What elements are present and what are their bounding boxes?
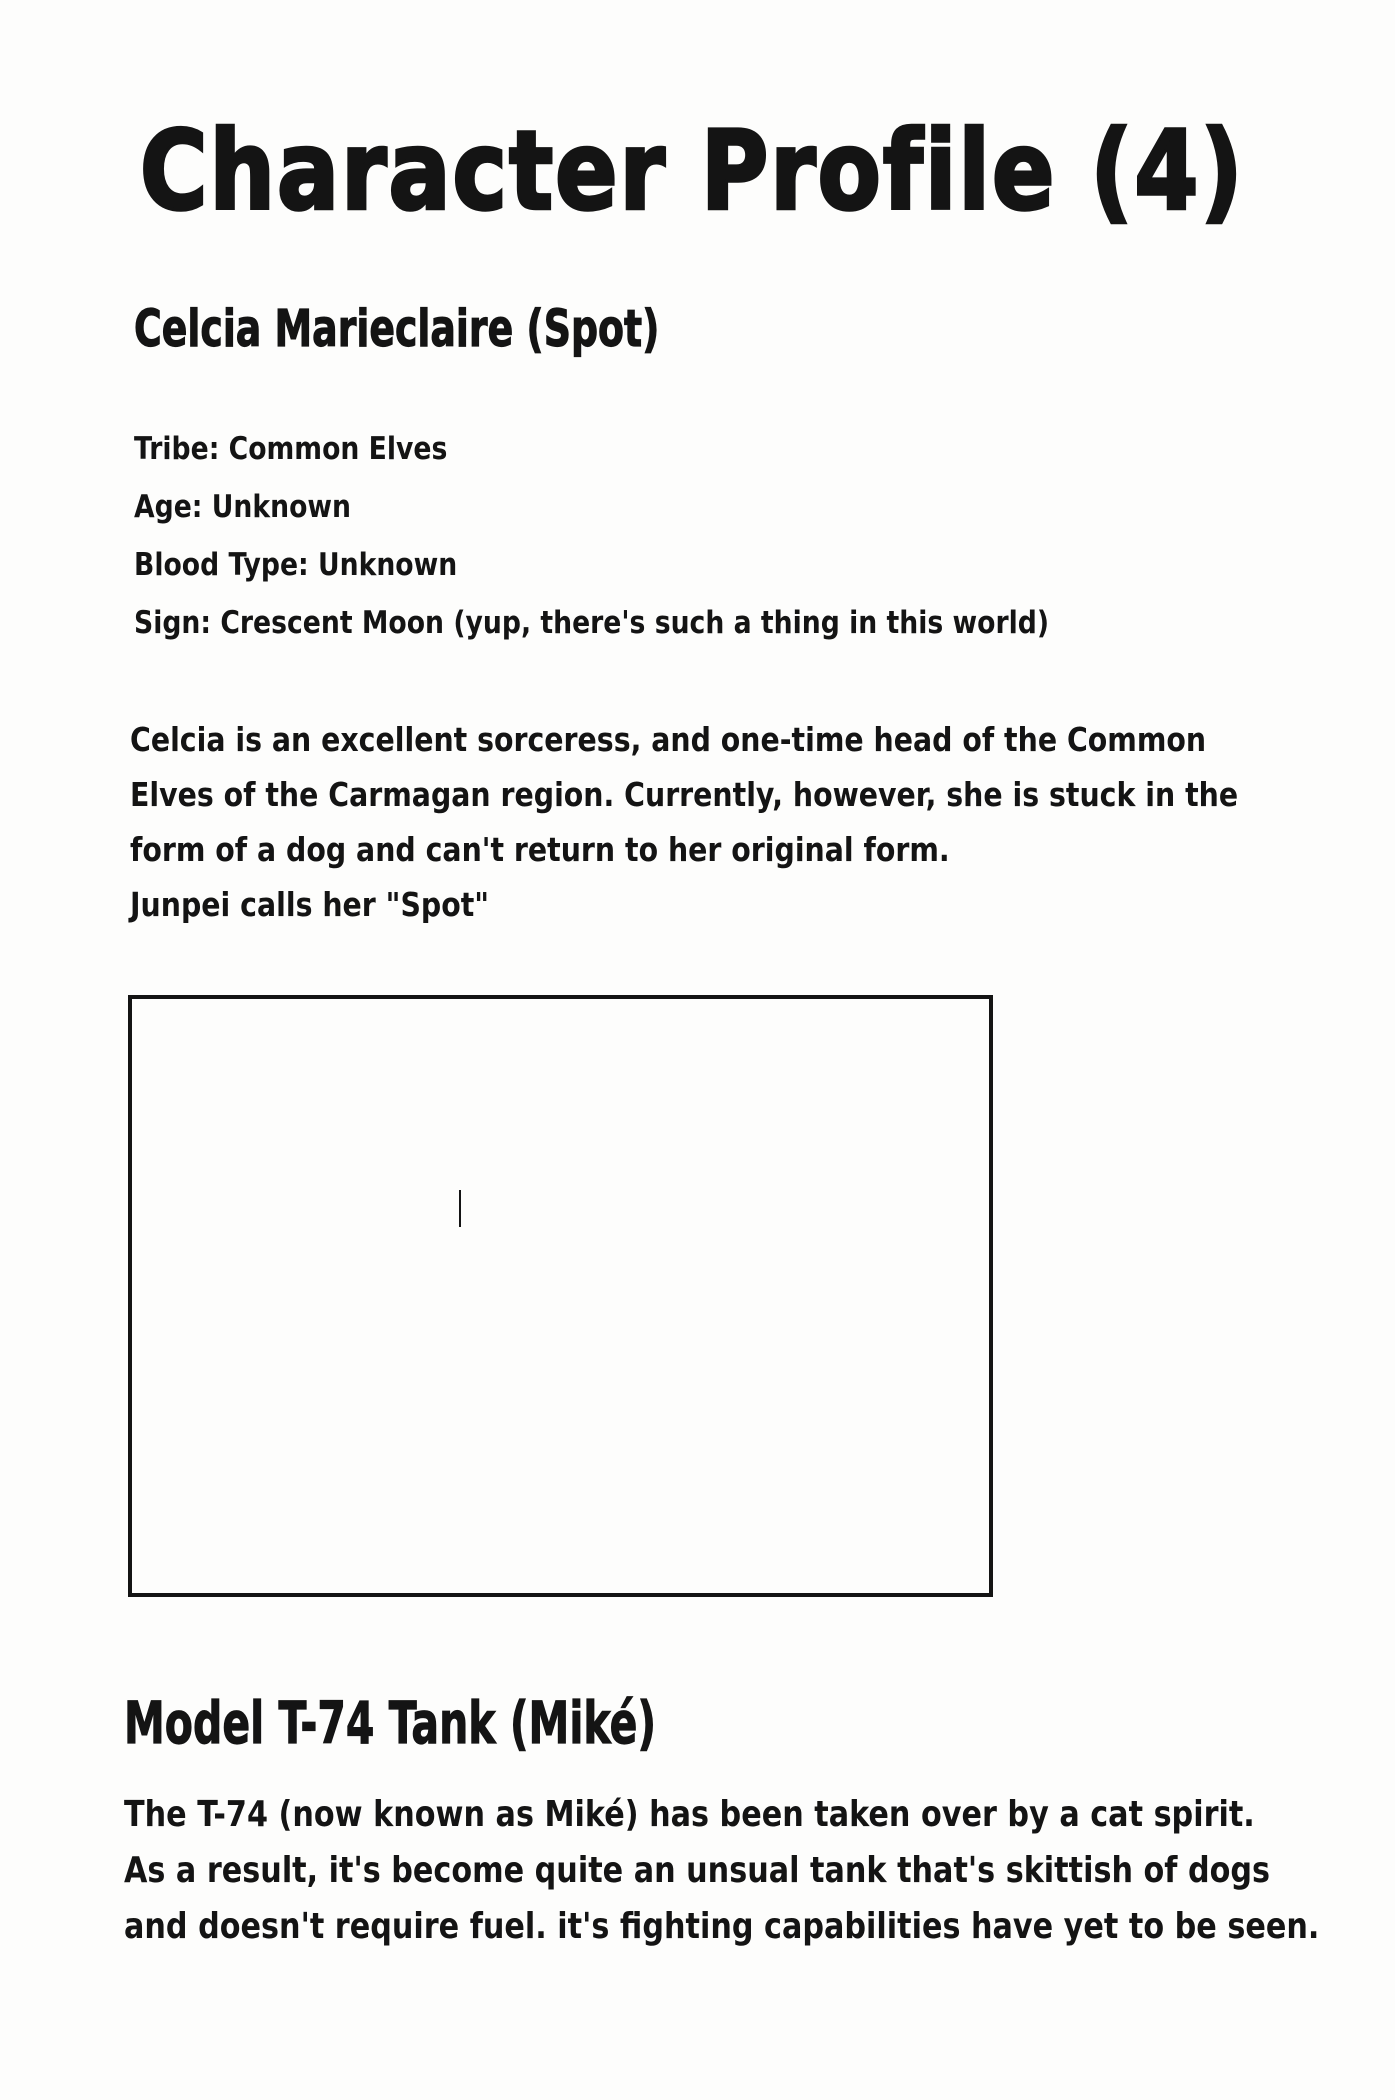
- tank-description-line: As a result, it's become quite an unsual tank that's skittish of dogs: [124, 1850, 1271, 1891]
- celcia-description-line: Junpei calls her "Spot": [130, 885, 490, 924]
- tank-description-line: and doesn't require fuel. it's fighting capabilities have yet to be seen.: [124, 1906, 1320, 1947]
- tank-heading: Model T-74 Tank (Miké): [124, 1690, 657, 1757]
- celcia-description-line: Elves of the Carmagan region. Currently, however, she is stuck in the: [130, 775, 1239, 814]
- stat-sign: Sign: Crescent Moon (yup, there's such a thing in this world): [134, 605, 1050, 641]
- celcia-description: [130, 712, 1238, 932]
- stat-tribe: Tribe: Common Elves: [134, 431, 448, 467]
- tank-description: [124, 1787, 1319, 1955]
- page-title: Character Profile (4): [140, 108, 1245, 235]
- illustration-panel: [128, 995, 993, 1597]
- stat-age: Age: Unknown: [134, 489, 352, 525]
- celcia-stats-list: [134, 420, 1198, 652]
- tank-description-line: The T-74 (now known as Miké) has been taken over by a cat spirit.: [124, 1794, 1255, 1835]
- stat-blood-type: Blood Type: Unknown: [134, 547, 458, 583]
- celcia-heading: Celcia Marieclaire (Spot): [134, 300, 660, 359]
- celcia-description-line: form of a dog and can't return to her original form.: [130, 830, 950, 869]
- celcia-description-line: Celcia is an excellent sorceress, and one-time head of the Common: [130, 720, 1207, 759]
